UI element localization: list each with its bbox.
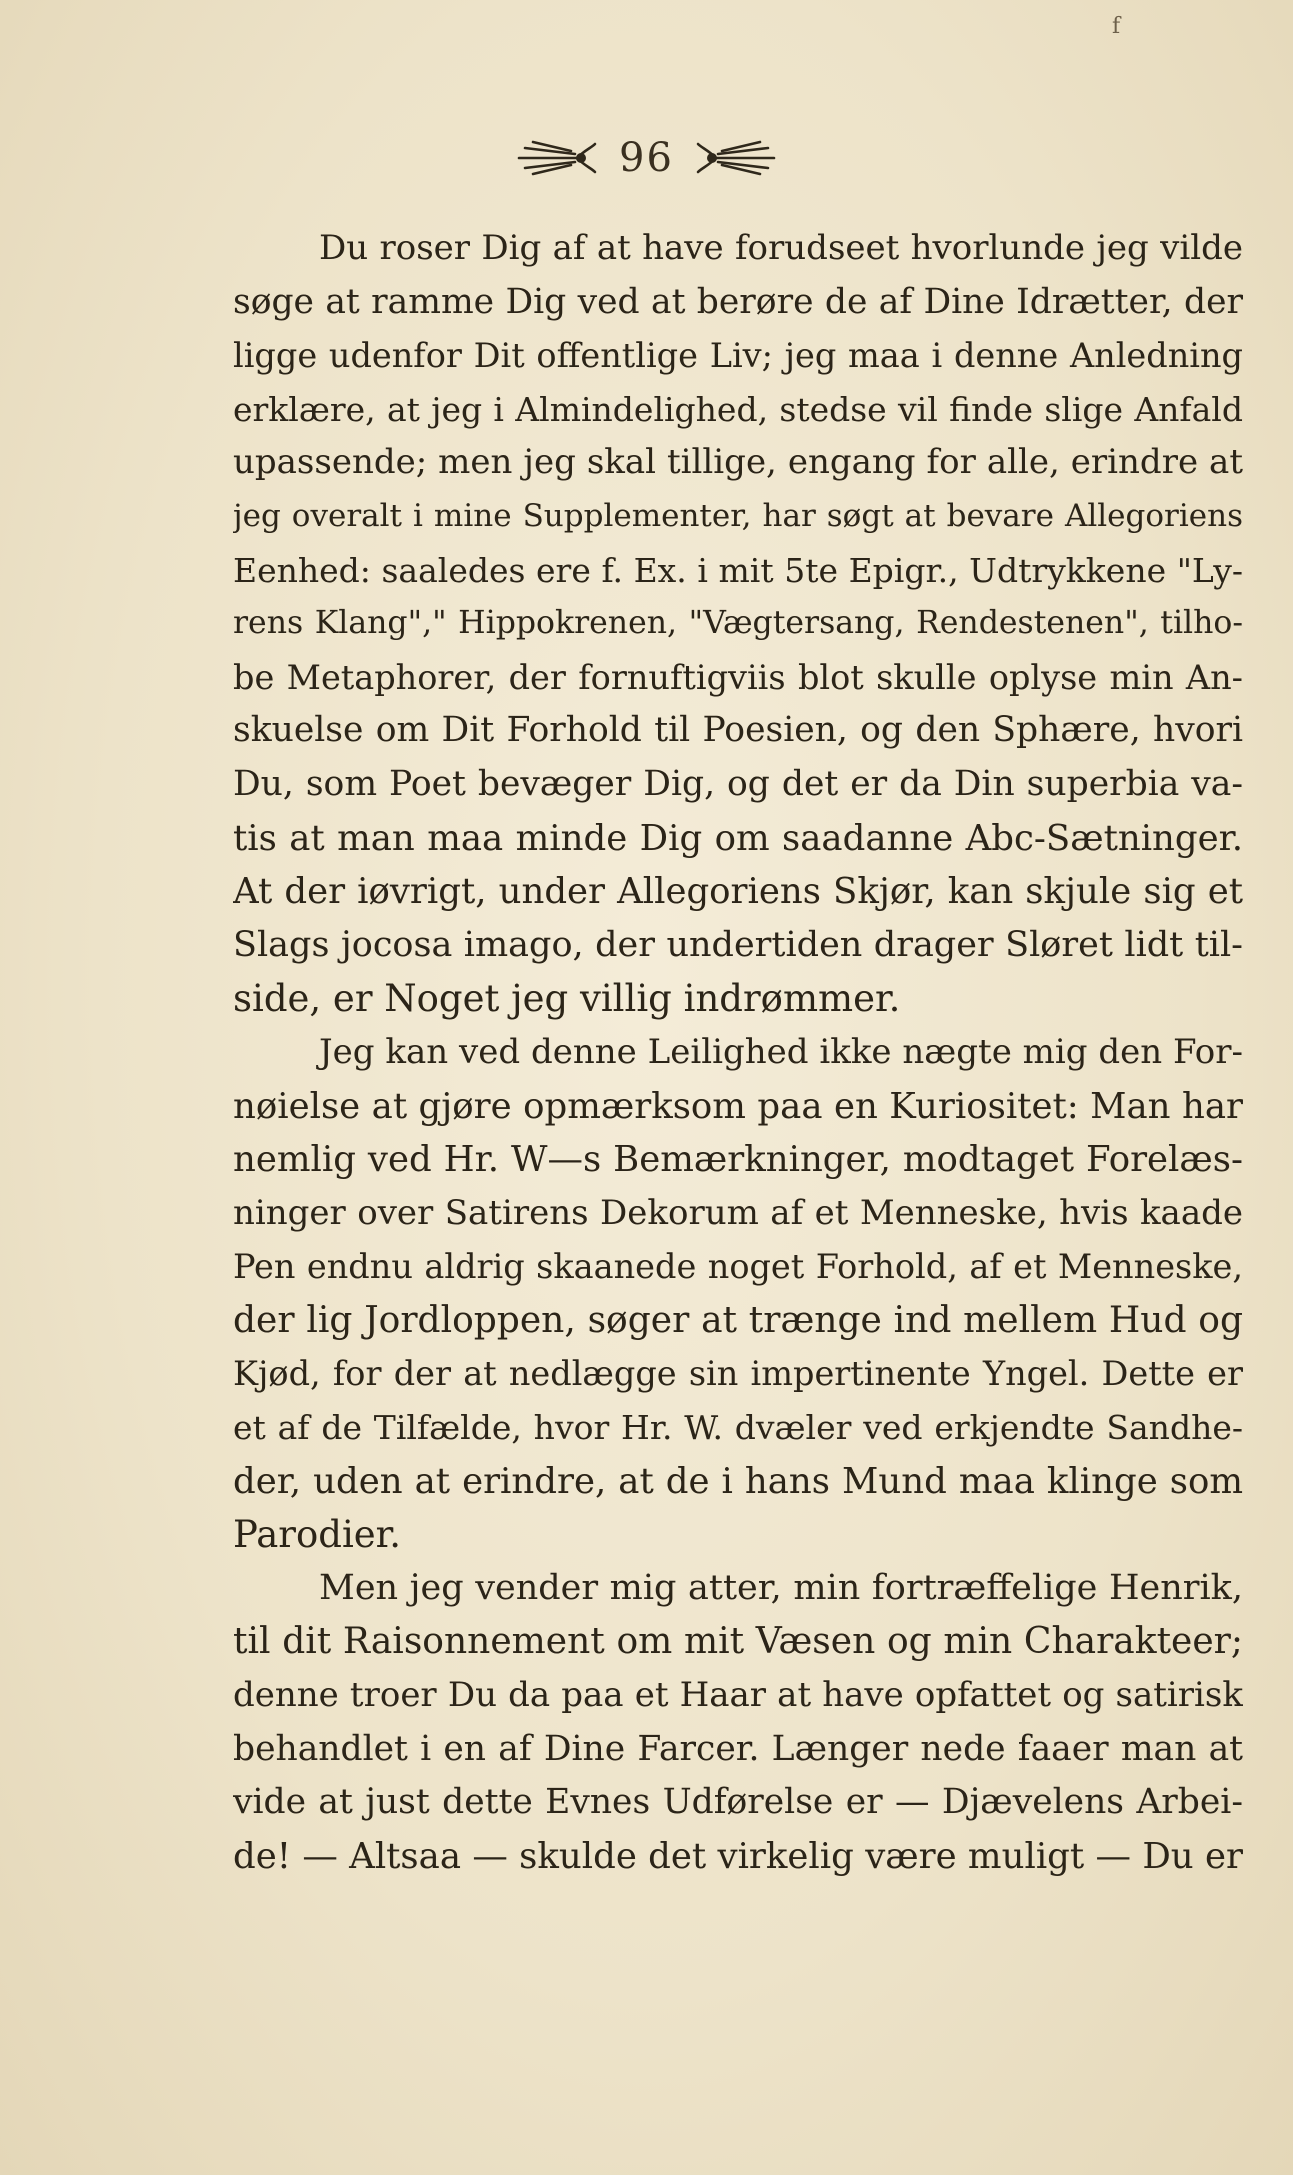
text-line: Slags jocosa imago, der undertiden drager Sløret lidt til- — [233, 924, 1243, 965]
text-line: Jeg kan ved denne Leilighed ikke nægte mig den For- — [319, 1031, 1243, 1072]
text-line: erklære, at jeg i Almindelighed, stedse vil finde slige Anfald — [233, 389, 1243, 429]
text-line: Du, som Poet bevæger Dig, og det er da Din superbia va- — [233, 763, 1243, 804]
text-line: nemlig ved Hr. W—s Bemærkninger, modtaget Forelæs- — [233, 1139, 1243, 1181]
text-line: rens Klang"," Hippokrenen, "Vægtersang, Rendestenen", tilho- — [233, 605, 1243, 642]
paragraph-1 — [233, 222, 1243, 1026]
text-line: der lig Jordloppen, søger at trænge ind mellem Hud og — [233, 1299, 1243, 1341]
corner-mark: f — [1112, 14, 1121, 39]
text-line: upassende; men jeg skal tillige, engang for alle, erindre at — [233, 442, 1243, 483]
text-line: Eenhed: saaledes ere f. Ex. i mit 5te Epigr., Udtrykkene "Ly- — [233, 550, 1243, 590]
right-ornament-icon — [696, 136, 778, 180]
page-header — [0, 128, 1293, 188]
text-line: de! — Altsaa — skulde det virkelig være muligt — Du er — [233, 1835, 1243, 1877]
paragraph-2 — [233, 1026, 1243, 1562]
text-line: søge at ramme Dig ved at berøre de af Dine Idrætter, der — [233, 281, 1243, 322]
text-line: tis at man maa minde Dig om saadanne Abc-Sætninger. — [233, 817, 1243, 859]
text-line: Pen endnu aldrig skaanede noget Forhold, af et Menneske, — [233, 1247, 1243, 1287]
text-line: denne troer Du da paa et Haar at have opfattet og satirisk — [233, 1675, 1243, 1716]
text-line: ligge udenfor Dit offentlige Liv; jeg maa i denne Anledning — [233, 336, 1243, 376]
text-line: At der iøvrigt, under Allegoriens Skjør, kan skjule sig et — [233, 871, 1243, 913]
text-line: Du roser Dig af at have forudseet hvorlunde jeg vilde — [319, 228, 1243, 268]
text-line: nøielse at gjøre opmærksom paa en Kuriositet: Man har — [233, 1085, 1243, 1127]
text-line: skuelse om Dit Forhold til Poesien, og den Sphære, hvori — [233, 710, 1243, 751]
text-line: der, uden at erindre, at de i hans Mund maa klinge som — [233, 1460, 1243, 1502]
paragraph-3 — [233, 1562, 1243, 1884]
text-line: Kjød, for der at nedlægge sin impertinente Yngel. Dette er — [233, 1354, 1243, 1394]
text-line: jeg overalt i mine Supplementer, har søgt at bevare Allegoriens — [233, 497, 1243, 534]
page-number: 96 — [619, 135, 674, 181]
text-line: Parodier. — [233, 1513, 402, 1557]
text-line: be Metaphorer, der fornuftigviis blot skulle oplyse min An- — [233, 657, 1243, 697]
text-line: behandlet i en af Dine Farcer. Længer nede faaer man at — [233, 1728, 1243, 1769]
text-line: Men jeg vender mig atter, min fortræffelige Henrik, — [319, 1567, 1243, 1608]
left-ornament-icon — [515, 136, 597, 180]
text-line: til dit Raisonnement om mit Væsen og min Charakteer; — [233, 1621, 1243, 1663]
text-line: side, er Noget jeg villig indrømmer. — [233, 977, 901, 1021]
text-line: vide at just dette Evnes Udførelse er — Djævelens Arbei- — [233, 1782, 1243, 1823]
text-line: et af de Tilfælde, hvor Hr. W. dvæler ved erkjendte Sandhe- — [233, 1408, 1243, 1448]
text-line: ninger over Satirens Dekorum af et Menneske, hvis kaade — [233, 1192, 1243, 1233]
body-text — [233, 222, 1243, 1883]
